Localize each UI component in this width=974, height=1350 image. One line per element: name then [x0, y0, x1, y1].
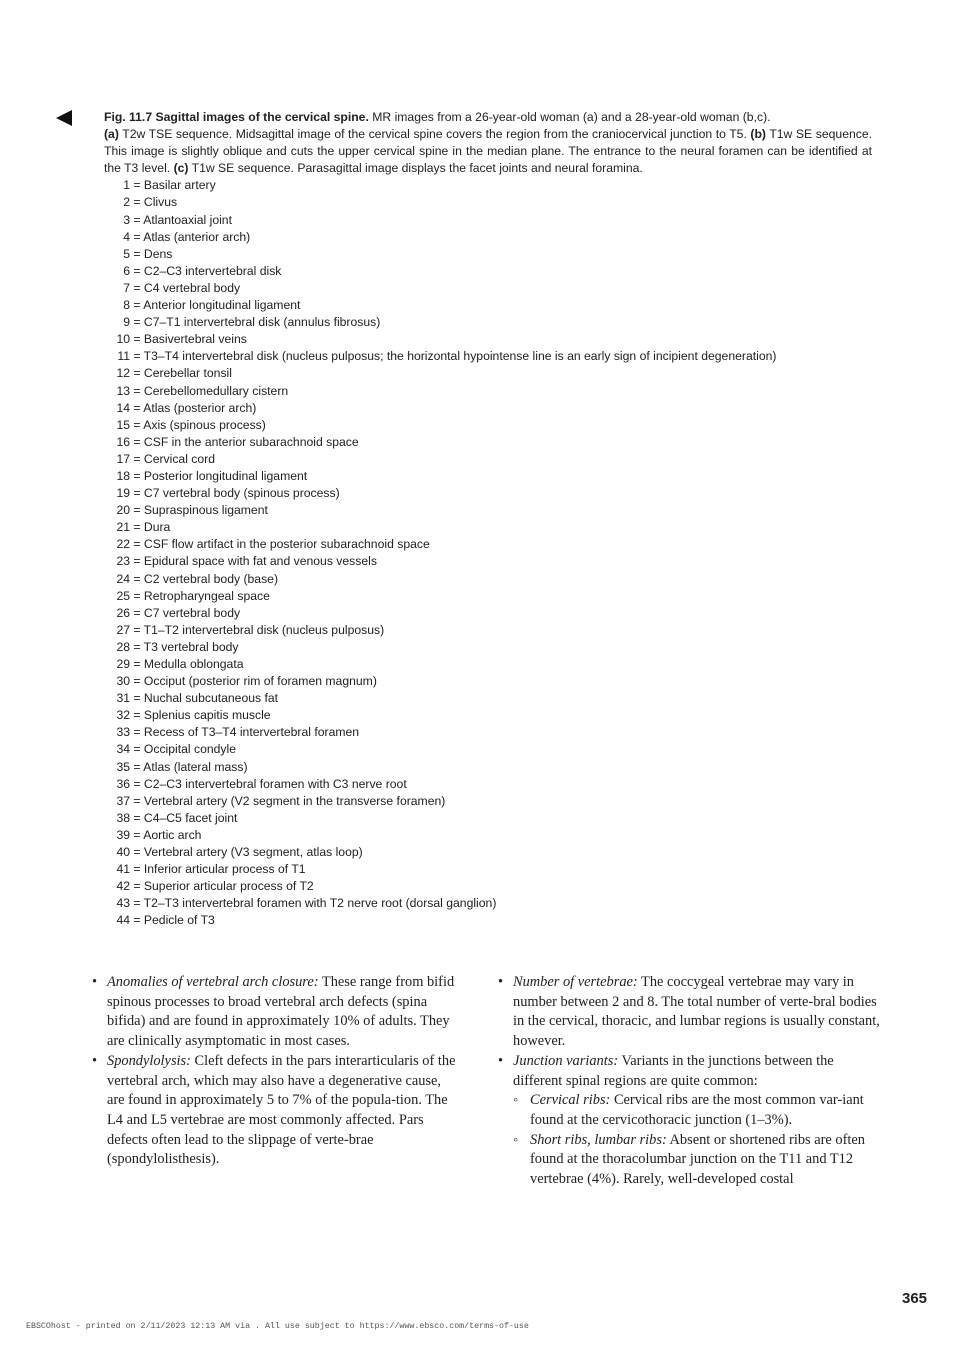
legend-item [104, 588, 872, 605]
legend-text: = Occiput (posterior rim of foramen magnum) [130, 674, 377, 689]
legend-number: 41 [116, 862, 130, 877]
list-term: Spondylolysis: [107, 1052, 191, 1069]
legend-text: = Anterior longitudinal ligament [130, 298, 301, 313]
legend-item [104, 707, 872, 724]
legend-text: = Aortic arch [130, 827, 202, 842]
legend-item [104, 639, 872, 656]
list-term: Short ribs, lumbar ribs: [530, 1131, 667, 1148]
legend-number: 8 [123, 298, 130, 313]
legend-item [104, 895, 872, 912]
legend-number: 22 [116, 537, 130, 552]
legend-number: 9 [123, 315, 130, 330]
legend-text: = T2–T3 intervertebral foramen with T2 nerve root (dorsal ganglion) [130, 896, 497, 911]
legend-text: = Posterior longitudinal ligament [130, 468, 308, 483]
legend-text: = Medulla oblongata [130, 657, 244, 671]
legend-number: 16 [116, 434, 130, 449]
legend-number: 13 [116, 383, 130, 398]
back-arrow-icon[interactable] [56, 110, 72, 126]
legend-item [104, 331, 872, 348]
part-a-text: T2w TSE sequence. Midsagittal image of the cervical spine covers the region from the craniocervical junction to T5. [118, 127, 751, 142]
legend-text: = C2 vertebral body (base) [130, 571, 279, 586]
legend-text: = C4–C5 facet joint [130, 810, 238, 825]
list-item [496, 973, 880, 1052]
legend-number: 31 [116, 691, 130, 706]
legend-text: = Splenius capitis muscle [130, 708, 271, 723]
legend-text: = Pedicle of T3 [130, 913, 215, 928]
legend-number: 23 [116, 554, 130, 569]
legend-item [104, 724, 872, 741]
legend-text: = Dura [130, 520, 171, 535]
legend-item [104, 553, 872, 570]
sub-list-item [496, 1131, 880, 1190]
figure-intro: MR images from a 26-year-old woman (a) and a 28-year-old woman (b,c). [368, 110, 771, 124]
legend-item [104, 622, 872, 639]
legend-item [104, 383, 872, 400]
legend-number: 11 [117, 349, 130, 364]
list-item [90, 973, 462, 1052]
legend-item [104, 861, 872, 878]
legend-number: 10 [116, 332, 130, 347]
legend-text: = Retropharyngeal space [130, 588, 270, 603]
legend-item [104, 536, 872, 553]
legend-item [104, 776, 872, 793]
legend-text: = CSF in the anterior subarachnoid space [130, 434, 359, 449]
legend-text: = Recess of T3–T4 intervertebral foramen [130, 725, 360, 740]
legend-text: = C7–T1 intervertebral disk (annulus fibrosus) [130, 315, 381, 330]
legend-item [104, 229, 872, 246]
legend-item [104, 451, 872, 468]
legend-number: 39 [116, 827, 130, 842]
legend-item [104, 827, 872, 844]
legend-item [104, 485, 872, 502]
legend-number: 5 [123, 246, 130, 261]
legend-item [104, 759, 872, 776]
legend-item [104, 348, 872, 365]
legend-text: = Vertebral artery (V3 segment, atlas loop) [130, 845, 363, 860]
legend-text: = T3–T4 intervertebral disk (nucleus pulposus; the horizontal hypointense line is an early sign of incipient degeneration) [130, 349, 777, 364]
legend-number: 6 [123, 263, 130, 278]
legend-text: = C2–C3 intervertebral disk [130, 263, 282, 278]
legend-item [104, 844, 872, 861]
legend-text: = T3 vertebral body [130, 639, 239, 654]
list-text: Absent or shortened ribs are often found at the thoracolumbar junction on the T11 and T12 vertebrae (4%). Rarely, well-developed costal [530, 1131, 865, 1188]
legend-item [104, 400, 872, 417]
footer-text: EBSCOhost - printed on 2/11/2023 12:13 AM via . All use subject to https://www.ebsco.com/terms-of-use [26, 1322, 529, 1331]
legend-text: = C4 vertebral body [130, 280, 241, 295]
legend-number: 38 [116, 810, 130, 825]
legend-item [104, 673, 872, 690]
legend-number: 14 [116, 400, 130, 415]
legend-number: 15 [116, 417, 130, 432]
legend-number: 27 [116, 622, 130, 637]
legend-item [104, 690, 872, 707]
legend-text: = Clivus [130, 195, 178, 210]
legend-text: = Supraspinous ligament [130, 503, 268, 518]
legend-text: = C7 vertebral body (spinous process) [130, 486, 340, 501]
part-a-label: (a) [104, 127, 119, 142]
sub-list-item [496, 1091, 880, 1130]
list-text: Cervical ribs are the most common var-iant found at the cervicothoracic junction (1–3%). [530, 1092, 864, 1128]
legend-item [104, 912, 872, 929]
figure-label: Fig. 11.7 Sagittal images of the cervical spine. [104, 110, 369, 124]
page-number: 365 [902, 1290, 928, 1307]
legend-text: = Basivertebral veins [130, 332, 247, 347]
legend-number: 30 [116, 674, 130, 689]
legend-text: = C7 vertebral body [130, 605, 241, 620]
legend-item [104, 571, 872, 588]
body-column-right [496, 973, 880, 1190]
legend-number: 18 [116, 468, 130, 483]
legend-item [104, 793, 872, 810]
legend-item [104, 177, 872, 194]
legend-item [104, 810, 872, 827]
list-text: Cleft defects in the pars interarticularis of the vertebral arch, which may also have a degenerative cause, are found in approximately 5 to 7% of the popula-tion. The L4 and L5 vertebrae are most commonly affected. Pars defects often lead to the slippage of verte-brae (spondylolisthesis). [107, 1052, 456, 1168]
legend-number: 42 [116, 879, 130, 894]
legend-item [104, 434, 872, 451]
legend-item [104, 741, 872, 758]
legend-item [104, 502, 872, 519]
legend-item [104, 365, 872, 382]
legend-number: 37 [116, 793, 130, 808]
legend-text: = Cerebellar tonsil [130, 366, 232, 381]
legend-number: 3 [123, 212, 130, 227]
legend-item [104, 417, 872, 434]
legend-item [104, 263, 872, 280]
legend-text: = CSF flow artifact in the posterior subarachnoid space [130, 537, 430, 552]
legend-number: 17 [116, 451, 130, 466]
legend-number: 29 [116, 657, 130, 671]
legend-number: 7 [123, 280, 130, 295]
legend-item [104, 314, 872, 331]
legend-text: = Nuchal subcutaneous fat [130, 691, 279, 706]
legend-text: = Dens [130, 246, 173, 261]
legend-item [104, 468, 872, 485]
list-text: These range from bifid spinous processes to broad vertebral arch defects (spina bifida) and are found in approximately 10% of adults. They are clinically asymptomatic in most cases. [107, 974, 455, 1050]
legend-text: = Epidural space with fat and venous vessels [130, 554, 377, 569]
legend-number: 36 [116, 776, 130, 791]
legend-text: = Atlas (anterior arch) [130, 229, 251, 244]
legend-text: = T1–T2 intervertebral disk (nucleus pulposus) [130, 622, 385, 637]
legend-number: 33 [116, 725, 130, 740]
list-term: Cervical ribs: [530, 1092, 611, 1109]
legend-number: 19 [116, 486, 130, 501]
legend-item [104, 212, 872, 229]
legend-number: 4 [123, 229, 130, 244]
body-column-left [90, 973, 462, 1170]
legend-text: = Basilar artery [130, 178, 216, 193]
legend-number: 44 [116, 913, 130, 928]
list-term: Junction variants: [513, 1052, 619, 1069]
legend-text: = Cervical cord [130, 451, 216, 466]
legend-number: 25 [116, 588, 130, 603]
list-item [90, 1052, 462, 1170]
caption-paragraph [104, 109, 872, 177]
legend-item [104, 878, 872, 895]
figure-caption [104, 109, 872, 930]
list-term: Number of vertebrae: [513, 974, 638, 990]
legend-number: 12 [116, 366, 130, 381]
legend-number: 2 [123, 195, 130, 210]
list-text: Variants in the junctions between the different spinal regions are quite common: [513, 1052, 834, 1089]
part-c-label: (c) [173, 161, 189, 176]
legend-text: = Atlas (posterior arch) [130, 400, 257, 415]
legend-number: 32 [116, 708, 130, 723]
legend-text: = Vertebral artery (V2 segment in the transverse foramen) [130, 793, 446, 808]
legend-number: 43 [116, 896, 130, 911]
legend-item [104, 656, 872, 673]
legend-number: 34 [116, 742, 130, 757]
legend-text: = Atlantoaxial joint [130, 212, 232, 227]
legend-number: 40 [116, 845, 130, 860]
legend-text: = C2–C3 intervertebral foramen with C3 nerve root [130, 776, 407, 791]
legend-text: = Cerebellomedullary cistern [130, 383, 289, 398]
legend-text: = Atlas (lateral mass) [130, 759, 248, 774]
legend-number: 21 [116, 520, 130, 535]
legend-list [104, 177, 872, 929]
list-text: The coccygeal vertebrae may vary in number between 2 and 8. The total number of verte-bral bodies in the cervical, thoracic, and lumbar regions is usually constant, however. [513, 974, 880, 1050]
legend-text: = Inferior articular process of T1 [130, 862, 306, 877]
legend-item [104, 519, 872, 536]
part-b-text: T1w SE sequence. This image is slightly oblique and cuts the upper cervical spine in the median plane. The entrance to the neural foramen can be identified at the T3 level. [104, 127, 873, 176]
legend-text: = Axis (spinous process) [130, 417, 266, 432]
legend-item [104, 194, 872, 211]
legend-number: 1 [123, 178, 130, 193]
part-c-text: T1w SE sequence. Parasagittal image displays the facet joints and neural foramina. [188, 161, 643, 176]
legend-item [104, 280, 872, 297]
part-b-label: (b) [750, 127, 766, 142]
legend-text: = Superior articular process of T2 [130, 879, 314, 894]
legend-number: 28 [116, 639, 130, 654]
legend-number: 20 [116, 503, 130, 518]
legend-number: 35 [116, 759, 130, 774]
legend-item [104, 605, 872, 622]
legend-item [104, 297, 872, 314]
legend-text: = Occipital condyle [130, 742, 237, 757]
list-term: Anomalies of vertebral arch closure: [107, 974, 319, 990]
legend-item [104, 246, 872, 263]
list-item [496, 1052, 880, 1091]
legend-number: 26 [116, 605, 130, 620]
legend-number: 24 [116, 571, 130, 586]
